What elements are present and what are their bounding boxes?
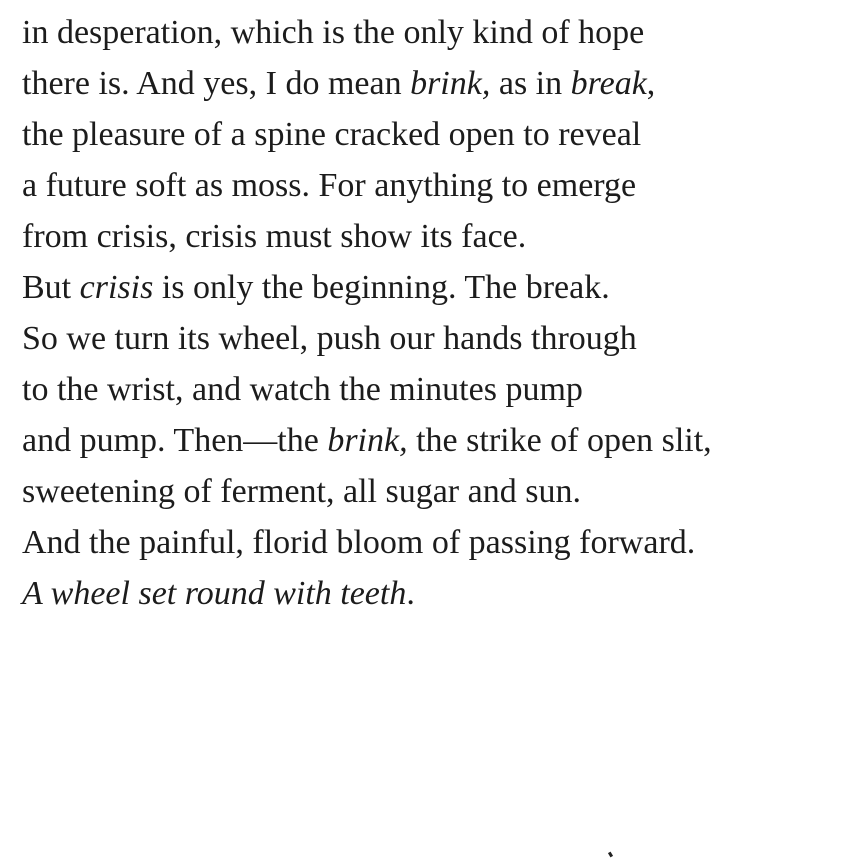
poem-line [22,313,712,364]
line-segment: And the painful, florid bloom of passing forward. [22,524,696,561]
line-segment: there is. And yes, I do mean [22,65,411,102]
poem-line [22,211,712,262]
stray-mark [608,852,613,858]
line-segment: But [22,269,80,306]
poem-line [22,568,712,619]
line-segment: is only the beginning. The break. [153,269,610,306]
line-segment: the pleasure of a spine cracked open to reveal [22,116,642,153]
italic-segment: break [570,65,647,102]
italic-segment: A wheel set round with teeth [22,575,407,612]
poem-line [22,517,712,568]
line-segment: So we turn its wheel, push our hands through [22,320,637,357]
line-segment: . [406,575,415,612]
italic-segment: crisis [79,269,154,306]
poem-line [22,466,712,517]
line-segment: in desperation, which is the only kind of hope [22,14,645,51]
line-segment: a future soft as moss. For anything to emerge [22,167,637,204]
poem-line [22,109,712,160]
line-segment: to the wrist, and watch the minutes pump [22,371,583,408]
poem-line [22,7,712,58]
italic-segment: brink, [410,65,491,102]
poem-line [22,262,712,313]
poem-line [22,58,712,109]
line-segment: , [646,65,656,102]
line-segment: sweetening of ferment, all sugar and sun. [22,473,581,510]
line-segment: the strike of open slit, [407,422,712,459]
italic-segment: brink, [327,422,408,459]
poem-line [22,160,712,211]
poem-text [22,7,712,619]
line-segment: as in [490,65,571,102]
poem-line [22,364,712,415]
line-segment: and pump. Then—the [22,422,328,459]
poem-line [22,415,712,466]
line-segment: from crisis, crisis must show its face. [22,218,527,255]
